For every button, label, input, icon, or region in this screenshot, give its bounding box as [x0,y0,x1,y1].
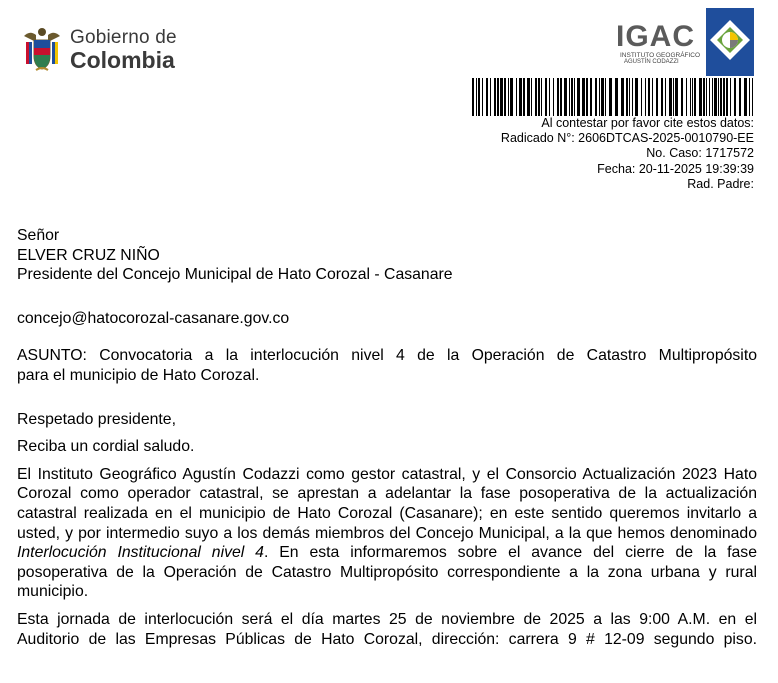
paragraph-1 [17,465,757,602]
salutation-title: Señor [17,227,60,244]
case-number: No. Caso: 1717572 [646,146,754,161]
radicado-instruction: Al contestar por favor cite estos datos: [541,116,754,130]
asunto-line-2: para el municipio de Hato Corozal. [17,366,260,384]
recipient-email: concejo@hatocorozal-casanare.gov.co [17,309,290,327]
radicado-date: Fecha: 20-11-2025 19:39:39 [597,161,754,176]
radicado-number: Radicado N°: 2606DTCAS-2025-0010790-EE [500,131,754,146]
colombia-coat-of-arms-icon [22,26,62,72]
recipient-name: ELVER CRUZ NIÑO [17,246,160,264]
paragraph-1-italic: Interlocución Institucional nivel 4 [17,544,264,562]
gov-logo-line2: Colombia [70,47,175,73]
rad-padre: Rad. Padre: [687,176,754,191]
asunto [17,346,757,385]
igac-acronym: IGAC [616,20,695,53]
greeting-respetado: Respetado presidente, [17,410,176,428]
igac-subtitle-1: INSTITUTO GEOGRÁFICO [620,52,701,59]
recipient-role: Presidente del Concejo Municipal de Hato Corozal - Casanare [17,266,453,284]
greeting-saludo: Reciba un cordial saludo. [17,438,195,456]
asunto-line-1: ASUNTO: Convocatoria a la interlocución nivel 4 de la Operación de Catastro Multipropósito [17,347,757,365]
paragraph-2-line-1: Esta jornada de interlocución será el día martes 25 de noviembre de 2025 a las 9:00 A.M. en el [17,610,757,628]
radicado-block [501,116,754,192]
gov-logo-line1: Gobierno de [70,27,177,48]
gobierno-de-colombia-logo [22,26,190,74]
igac-emblem-icon [706,8,754,76]
paragraph-2-line-2: Auditorio de las Empresas Públicas de Hato Corozal, dirección: carrera 9 # 12-09 segundo piso. [17,630,757,648]
igac-subtitle-2: AGUSTÍN CODAZZI [624,59,679,65]
paragraph-2 [17,610,757,649]
igac-logo [616,8,756,78]
paragraph-1-part-2: . En esta informaremos sobre el avance del cierre de la fase posoperativa de la Operación de Catastro Multipropósito correspondiente a la zona urbana y rural municipio. [17,544,757,601]
barcode-icon [470,78,755,116]
letter-body [17,226,757,649]
paragraph-1-part-1: El Instituto Geográfico Agustín Codazzi como gestor catastral, y el Consorcio Actualización 2023 Hato Corozal como operador catastral, se aprestan a adelantar la fase posoperativa de la actualización catastral realizada en el municipio de Hato Corozal (Casanare); en este sentido queremos invitarlo a usted, y por intermedio suyo a los demás miembros del Concejo Municipal, a la que hemos denominado [17,465,757,542]
